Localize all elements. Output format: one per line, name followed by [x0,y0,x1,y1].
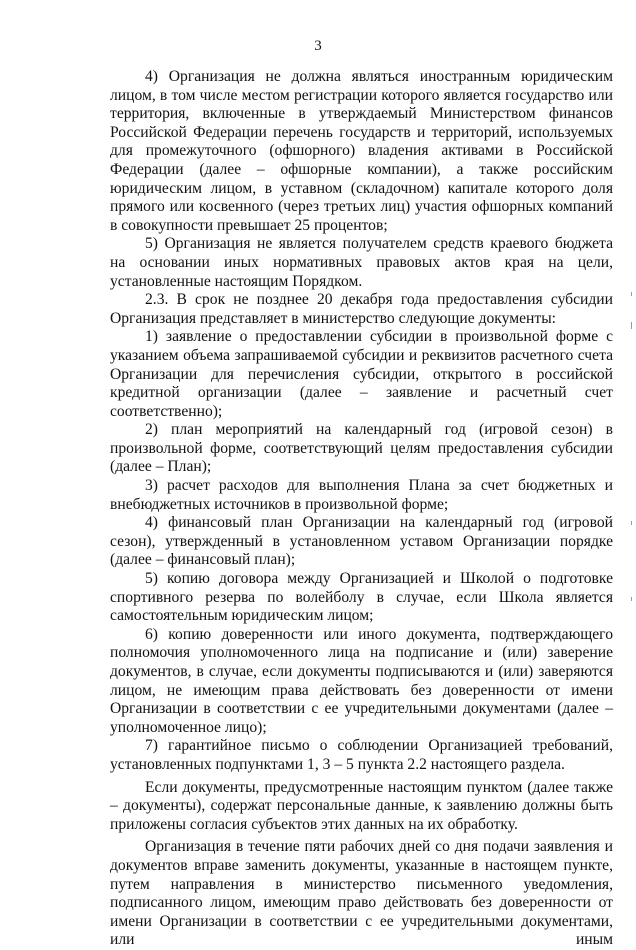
paragraph-item-financial-plan: 4) финансовый план Организации на календарный год (игровой сезон), утвержденный в установленном уставом Организации порядке (далее – финансовый план); [110,514,613,569]
paragraph-item-guarantee-letter: 7) гарантийное письмо о соблюдении Организацией требований, установленных подпунктами 1, 3 – 5 пункта 2.2 настоящего раздела. [110,737,613,773]
document-body [110,68,613,950]
paragraph-item-power-of-attorney: 6) копию доверенности или иного документа, подтверждающего полномочия уполномоченного лица на подписание и (или) заверение документов, в случае, если документы подписываются и (или) заверяются лицом, не имеющим права действовать без доверенности от имени Организации в соответствии с ее учредительными документами (далее – уполномоченное лицо); [110,625,613,736]
paragraph-item-contract: 5) копию договора между Организацией и Школой о подготовке спортивного резерва по волейболу в случае, если Школа является самостоятельным юридическим лицом; [110,570,613,625]
paragraph-item-expenses: 3) расчет расходов для выполнения Плана за счет бюджетных и внебюджетных источников в произвольной форме; [110,477,613,513]
paragraph-section-2-3: 2.3. В срок не позднее 20 декабря года предоставления субсидии Организация представляет в министерство следующие документы: [110,291,613,327]
paragraph-personal-data: Если документы, предусмотренные настоящим пунктом (далее также – документы), содержат персональные данные, к заявлению должны быть приложены согласия субъектов этих данных на их обработку. [110,778,613,833]
paragraph-offshore-condition: 4) Организация не должна являться иностранным юридическим лицом, в том числе местом регистрации которого является государство или территория, включенные в утверждаемый Министерством финансов Российской Федерации перечень государств и территорий, используемых для промежуточного (офшорного) владения активами в Российской Федерации (далее – офшорные компании), а также российским юридическим лицом, в уставном (складочном) капитале которого доля прямого или косвенного (через третьих лиц) участия офшорных компаний в совокупности превышает 25 процентов; [110,68,613,234]
paragraph-item-plan: 2) план мероприятий на календарный год (игровой сезон) в произвольной форме, соответствующий целям предоставления субсидии (далее – План); [110,421,613,476]
scan-edge-mark [631,292,632,296]
scan-edge-mark [631,322,632,329]
scan-edge-mark [631,521,632,525]
paragraph-item-application: 1) заявление о предоставлении субсидии в произвольной форме с указанием объема запрашиваемой субсидии и реквизитов расчетного счета Организации для перечисления субсидии, открытого в российской кредитной организации (далее – заявление и расчетный счет соответственно); [110,328,613,420]
paragraph-document-replacement: Организация в течение пяти рабочих дней со дня подачи заявления и документов вправе заменить документы, указанные в настоящем пункте, путем направления в министерство письменного уведомления, подписанного лицом, имеющим право действовать без доверенности от имени Организации в соответствии с ее учредительными документами, или иным [110,838,613,949]
page-number: 3 [314,38,322,54]
paragraph-budget-condition: 5) Организация не является получателем средств краевого бюджета на основании иных нормативных правовых актов края на цели, установленные настоящим Порядком. [110,235,613,290]
scan-edge-mark [631,597,632,601]
